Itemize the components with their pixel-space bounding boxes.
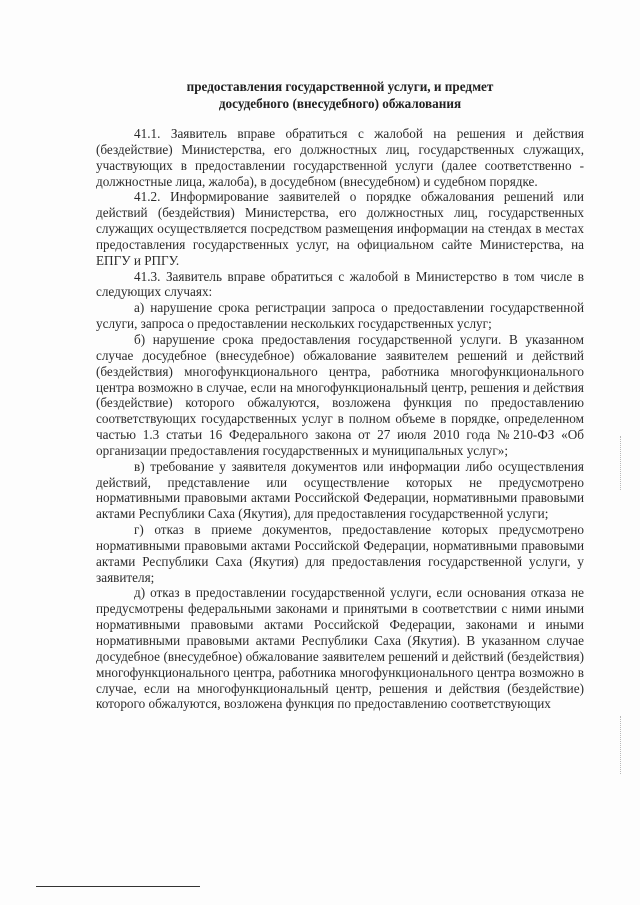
title-line-2: досудебного (внесудебного) обжалования — [218, 96, 462, 111]
paragraph-item-b: б) нарушение срока предоставления государственной услуги. В указанном случае досудебное (внесудебное) обжалование заявителем решений и действий (бездействия) многофункционального центра, работника многофункционального центра возможно в случае, если на многофункциональный центр, решения и действия (бездействие) которого обжалуются, возложена функция по предоставлению соответствующих государственных услуг в полном объеме в порядке, определенном частью 1.3 статьи 16 Федерального закона от 27 июля 2010 года №210-ФЗ «Об организации предоставления государственных и муниципальных услуг»; — [96, 331, 584, 458]
paragraph-item-g: г) отказ в приеме документов, предоставление которых предусмотрено нормативными правовыми актами Российской Федерации, нормативными правовыми актами Республики Саха (Якутия) для предоставления государственной услуги, у заявителя; — [96, 522, 584, 585]
section-title — [96, 78, 584, 112]
paragraph-41-3: 41.3. Заявитель вправе обратиться с жалобой в Министерство в том числе в следующих случаях: — [96, 268, 584, 300]
scan-artifact-mark — [620, 716, 622, 774]
paragraph-item-a: а) нарушение срока регистрации запроса о предоставлении государственной услуги, запроса о предоставлении нескольких государственных услуг; — [96, 300, 584, 332]
document-body — [96, 126, 584, 712]
title-line-1: предоставления государственной услуги, и предмет — [186, 79, 494, 94]
paragraph-41-1: 41.1. Заявитель вправе обратиться с жалобой на решения и действия (бездействие) Министерства, его должностных лиц, государственных служащих, участвующих в предоставлении государственной услуги (далее соответственно - должностные лица, жалоба), в досудебном (внесудебном) и судебном порядке. — [96, 126, 584, 189]
footnote-separator-line — [36, 886, 200, 887]
paragraph-41-2: 41.2. Информирование заявителей о порядке обжалования решений или действий (бездействия) Министерства, его должностных лиц, государственных служащих осуществляется посредством размещения информации на стендах в местах предоставления государственных услуг, на официальном сайте Министерства, на ЕПГУ и РПГУ. — [96, 189, 584, 268]
paragraph-item-d: д) отказ в предоставлении государственной услуги, если основания отказа не предусмотрены федеральными законами и принятыми в соответствии с ними иными нормативными правовыми актами Российской Федерации, законами и иными нормативными правовыми актами Республики Саха (Якутия). В указанном случае досудебное (внесудебное) обжалование заявителем решений и действий (бездействия) многофункционального центра, работника многофункционального центра возможно в случае, если на многофункциональный центр, решения и действия (бездействие) которого обжалуются, возложена функция по предоставлению соответствующих — [96, 585, 584, 712]
paragraph-item-v: в) требование у заявителя документов или информации либо осуществления действий, представление или осуществление которых не предусмотрено нормативными правовыми актами Российской Федерации, нормативными правовыми актами Республики Саха (Якутия), для предоставления государственной услуги; — [96, 458, 584, 522]
scan-artifact-mark — [620, 436, 622, 490]
